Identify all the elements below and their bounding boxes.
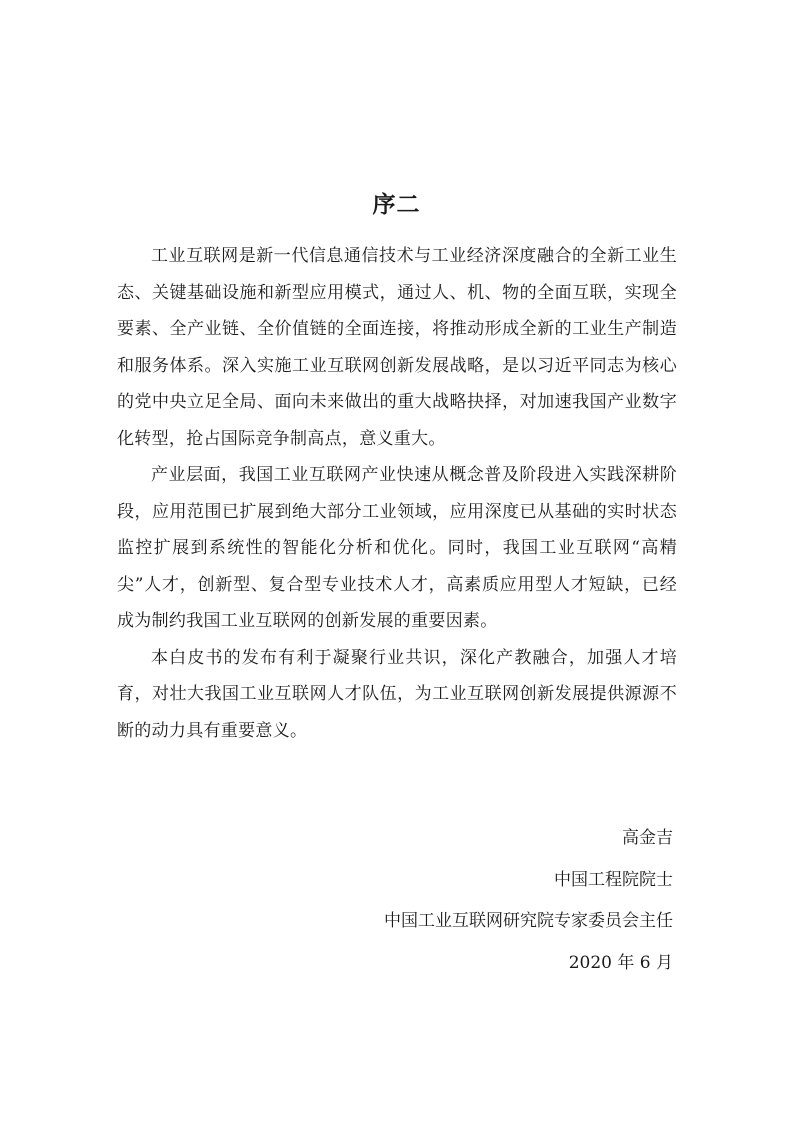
paragraph-3: 本白皮书的发布有利于凝聚行业共识，深化产教融合，加强人才培育，对壮大我国工业互联网人才队伍，为工业互联网创新发展提供源源不断的动力具有重要意义。 (117, 647, 677, 741)
paragraph-2: 产业层面，我国工业互联网产业快速从概念普及阶段进入实践深耕阶段，应用范围已扩展到绝大部分工业领域，应用深度已从基础的实时状态监控扩展到系统性的智能化分析和优化。同时，我国工业互联网“高精尖”人才，创新型、复合型专业技术人才，高素质应用型人才短缺，已经成为制约我国工业互联网的创新发展的重要因素。 (117, 465, 677, 631)
page-title: 序二 (372, 192, 421, 218)
signature-block (384, 818, 673, 984)
signature-title-2: 中国工业互联网研究院专家委员会主任 (384, 911, 673, 931)
signature-date: 2020 年 6 月 (568, 952, 673, 973)
signature-title-1: 中国工程院院士 (554, 869, 673, 890)
body-text (117, 238, 677, 749)
paragraph-1: 工业互联网是新一代信息通信技术与工业经济深度融合的全新工业生态、关键基础设施和新型应用模式，通过人、机、物的全面互联，实现全要素、全产业链、全价值链的全面连接，将推动形成全新的工业生产制造和服务体系。深入实施工业互联网创新发展战略，是以习近平同志为核心的党中央立足全局、面向未来做出的重大战略抉择，对加速我国产业数字化转型，抢占国际竞争制高点，意义重大。 (117, 246, 677, 449)
signature-name: 高金吉 (622, 828, 673, 848)
